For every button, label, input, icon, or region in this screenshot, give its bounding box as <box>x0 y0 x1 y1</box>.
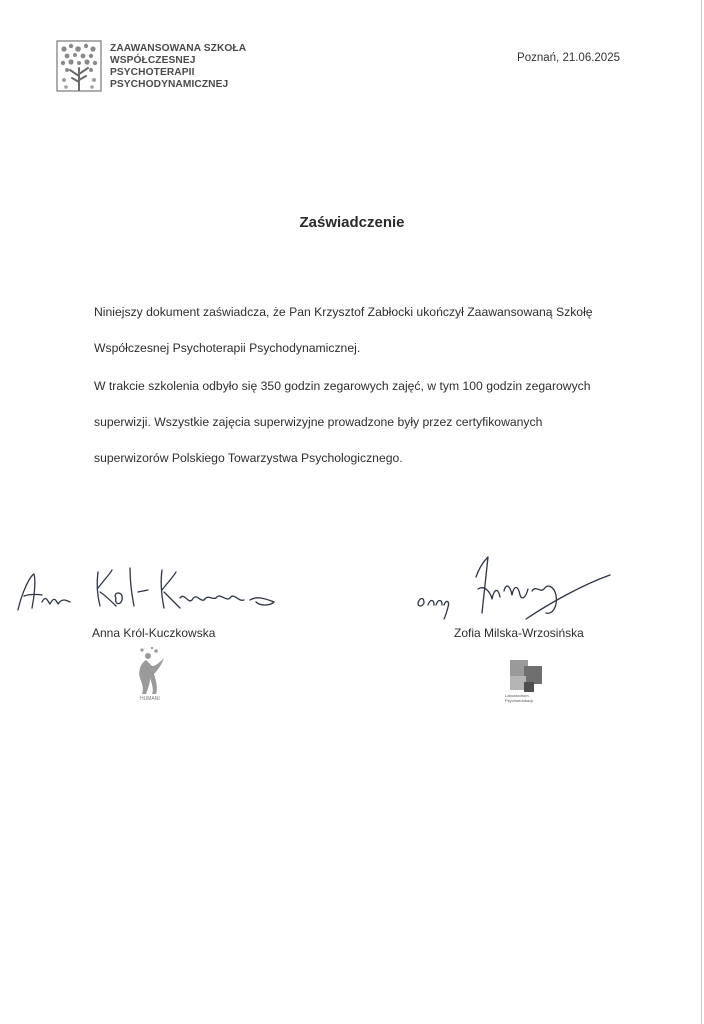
stamp-label-line: Psychoedukacji <box>505 697 533 703</box>
text-line: superwizorów Polskiego Towarzystwa Psychologicznego. <box>94 451 403 465</box>
paragraph-training-hours <box>94 377 634 485</box>
text-line: Niniejszy dokument zaświadcza, że Pan Krzysztof Zabłocki ukończył Zaawansowaną Szkołę <box>94 305 593 319</box>
school-name-line: ZAAWANSOWANA SZKOŁA <box>110 43 247 54</box>
text-line: Współczesnej Psychoterapii Psychodynamicznej. <box>94 341 361 355</box>
school-name-line: PSYCHODYNAMICZNEJ <box>110 79 229 91</box>
text-line: W trakcie szkolenia odbyło się 350 godzin zegarowych zajęć, w tym 100 godzin zegarowych <box>94 379 591 393</box>
stamp-label-line: Laboratorium <box>505 693 529 698</box>
scan-edge <box>701 0 702 1024</box>
issue-date: Poznań, 21.06.2025 <box>517 52 620 64</box>
stamp-label-humani: HUMANI <box>140 696 160 702</box>
signatory-name-right: Zofia Milska-Wrzosińska <box>454 626 584 640</box>
handwritten-signature-left <box>12 562 292 622</box>
certificate-body <box>94 303 634 485</box>
paragraph-completion <box>94 303 634 375</box>
document-title: Zaświadczenie <box>299 214 405 231</box>
stamp-label-laboratorium <box>505 694 533 703</box>
school-name-line: PSYCHOTERAPII <box>110 67 195 79</box>
text-line: superwizji. Wszystkie zajęcia superwizyjne prowadzone były przez certyfikowanych <box>94 415 543 429</box>
tree-of-dots-icon <box>56 40 102 92</box>
handwritten-signature-right <box>414 555 614 625</box>
school-name <box>110 43 320 91</box>
signatory-name-left: Anna Król-Kuczkowska <box>92 626 216 640</box>
school-name-line: WSPÓŁCZESNEJ <box>110 55 196 67</box>
